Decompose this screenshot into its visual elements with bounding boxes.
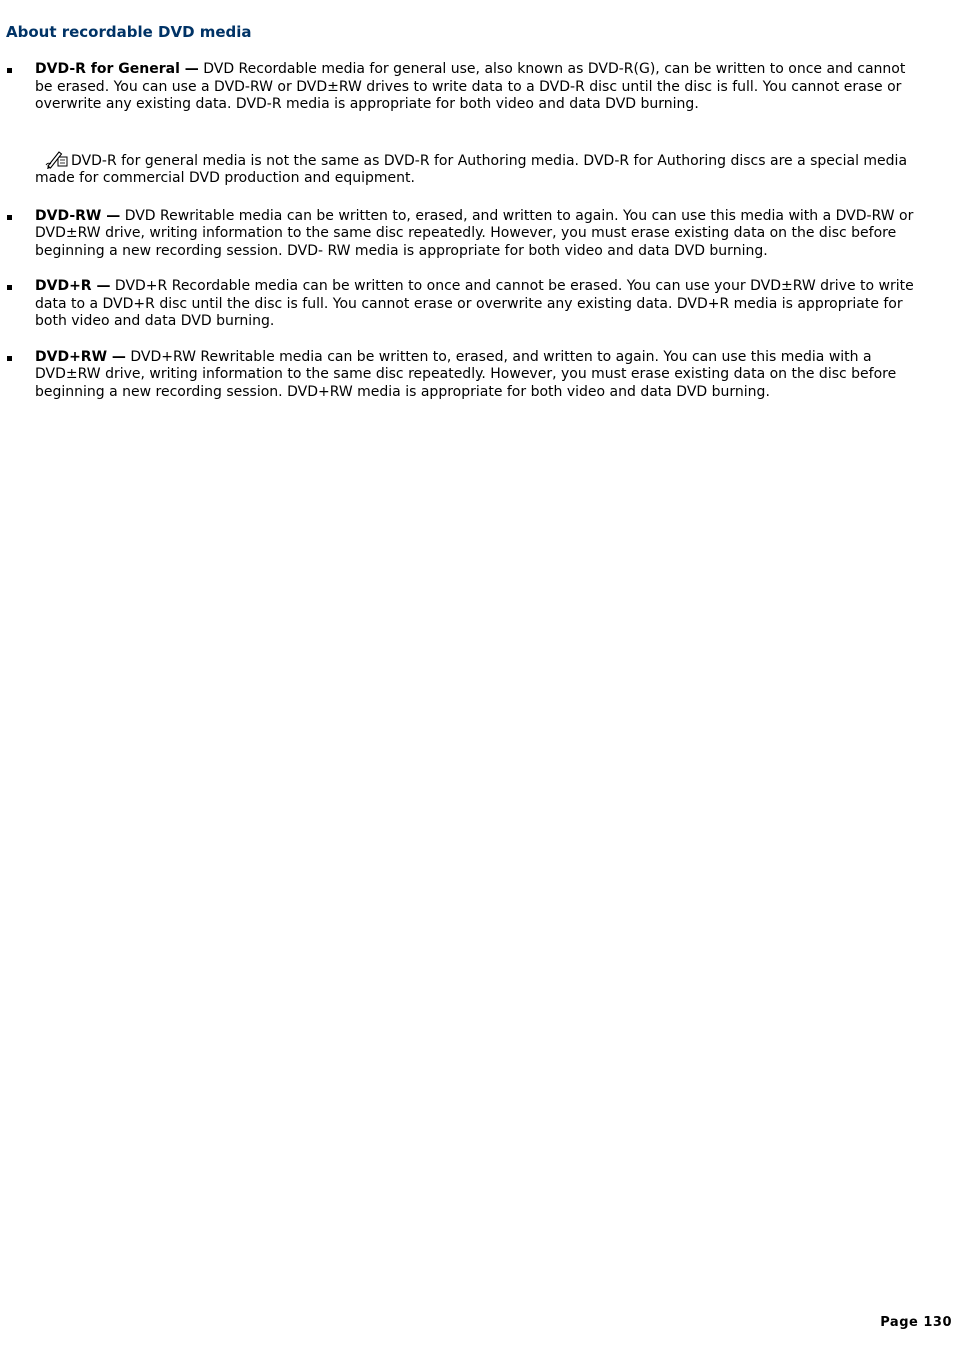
dvd-media-list [0,61,920,419]
note-block [35,149,920,188]
list-item-dvd-plus-rw [0,349,920,402]
list-item-dvd-plus-r [0,278,920,331]
item-term: DVD-R for General — [35,61,199,77]
note-pen-icon [45,149,69,169]
note-text: DVD-R for general media is not the same as DVD-R for Authoring media. DVD-R for Authoring discs are a special media made for commercial DVD production and equipment. [35,152,908,186]
item-term: DVD-RW — [35,207,121,224]
item-paragraph [35,278,920,331]
square-bullet-icon [7,356,12,361]
item-description: DVD Recordable media for general use, also known as DVD-R(G), can be written to once and cannot be erased. You can use a DVD-RW or DVD±RW drives to write data to a DVD-R disc until the disc is full. You cannot erase or overwrite any existing data. DVD-R media is appropriate for both video and data DVD burning. [35,61,906,112]
page-title: About recordable DVD media [6,23,252,41]
list-item-dvd-rw [0,208,920,261]
item-description: DVD+R Recordable media can be written to once and cannot be erased. You can use your DVD±RW drive to write data to a DVD+R disc until the disc is full. You cannot erase or overwrite any existing data. DVD+R media is appropriate for both video and data DVD burning. [35,278,914,329]
square-bullet-icon [7,215,12,220]
item-term: DVD+RW — [35,348,126,365]
list-item-dvd-r-general [0,61,920,188]
item-paragraph [35,61,920,114]
page-number: Page 130 [880,1315,952,1330]
square-bullet-icon [7,285,12,290]
item-term: DVD+R — [35,278,111,294]
item-description: DVD Rewritable media can be written to, erased, and written to again. You can use this media with a DVD-RW or DVD±RW drive, writing information to the same disc repeatedly. However, you must erase existing data on the disc before beginning a new recording session. DVD- RW media is appropriate for both video and data DVD burning. [35,207,914,259]
item-paragraph [35,349,920,402]
square-bullet-icon [7,68,12,73]
item-paragraph [35,208,920,261]
item-description: DVD+RW Rewritable media can be written to, erased, and written to again. You can use this media with a DVD±RW drive, writing information to the same disc repeatedly. However, you must erase existing data on the disc before beginning a new recording session. DVD+RW media is appropriate for both video and data DVD burning. [35,348,897,400]
